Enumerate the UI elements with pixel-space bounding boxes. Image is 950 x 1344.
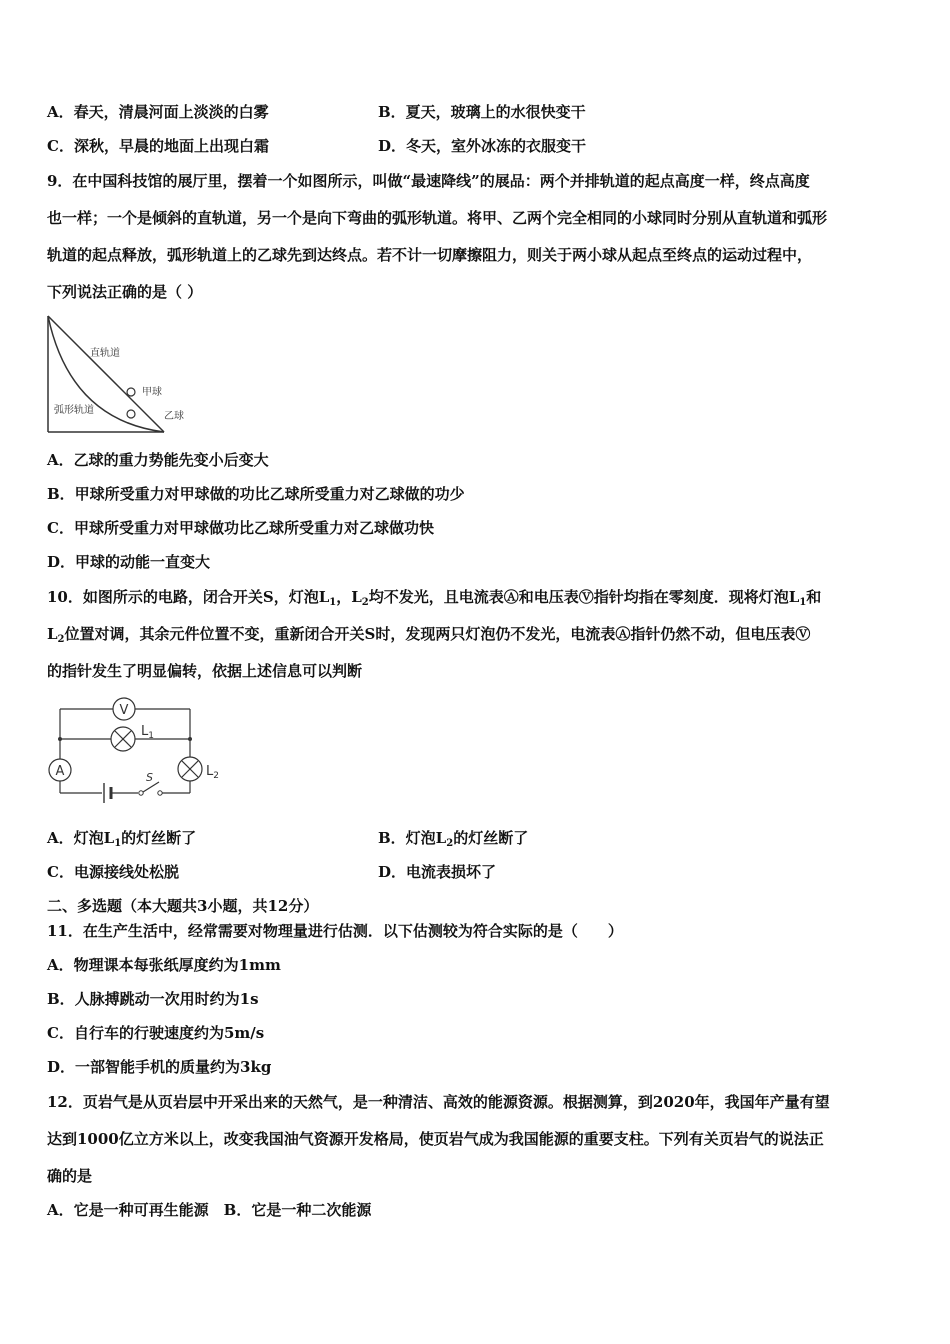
q12-stem-line-3: 确的是 bbox=[47, 1167, 93, 1185]
q10-stem-line-1: 10．如图所示的电路，闭合开关S，灯泡$L_1$，$L_2$均不发光，且电流表Ⓐ和电压表Ⓥ指针均指在零刻度．现将灯泡$L_1$和 bbox=[47, 588, 822, 608]
ammeter-label: A bbox=[55, 764, 65, 779]
q11-stem: 11．在生产生活中，经常需要对物理量进行估测．以下估测较为符合实际的是（ ） bbox=[47, 922, 623, 940]
q9-option-b: B．甲球所受重力对甲球做的功比乙球所受重力对乙球做的功少 bbox=[47, 485, 465, 503]
curved-track-label: 弧形轨道 bbox=[54, 405, 94, 416]
q10-circuit-figure bbox=[40, 695, 240, 805]
q10-stem-line-2: $L_2$位置对调，其余元件位置不变，重新闭合开关S时，发现两只灯泡仍不发光，电流表Ⓐ指针仍然不动，但电压表Ⓥ bbox=[47, 625, 811, 645]
q9-option-c: C．甲球所受重力对甲球做功比乙球所受重力对乙球做功快 bbox=[47, 519, 434, 537]
q11-option-b: B．人脉搏跳动一次用时约为1s bbox=[47, 990, 259, 1008]
q8-option-c: C．深秋，早晨的地面上出现白霜 bbox=[47, 137, 269, 155]
q9-stem-line-4: 下列说法正确的是（ ） bbox=[47, 283, 203, 301]
q11-option-c: C．自行车的行驶速度约为5m/s bbox=[47, 1024, 265, 1042]
lamp-l2-label: $L_2$ bbox=[206, 764, 219, 781]
q9-stem-line-2: 也一样；一个是倾斜的直轨道，另一个是向下弯曲的弧形轨道。将甲、乙两个完全相同的小球同时分别从直轨道和弧形 bbox=[47, 209, 828, 227]
q12-stem-line-1: 12．页岩气是从页岩层中开采出来的天然气，是一种清洁、高效的能源资源。根据测算，到2020年，我国年产量有望 bbox=[47, 1093, 830, 1111]
q12-options-line: A．它是一种可再生能源 B．它是一种二次能源 bbox=[47, 1201, 372, 1219]
ball-yi bbox=[127, 410, 135, 418]
q10-option-c: C．电源接线处松脱 bbox=[47, 863, 179, 881]
q10-option-b: B．灯泡$L_2$的灯丝断了 bbox=[378, 829, 529, 849]
straight-track-label: 直轨道 bbox=[90, 348, 120, 359]
q9-stem-line-1: 9．在中国科技馆的展厅里，摆着一个如图所示，叫做“最速降线”的展品：两个并排轨道的起点高度一样，终点高度 bbox=[47, 172, 810, 190]
q8-option-d: D．冬天，室外冰冻的衣服变干 bbox=[378, 137, 587, 155]
voltmeter-label: V bbox=[119, 703, 129, 718]
q9-option-a: A．乙球的重力势能先变小后变大 bbox=[47, 451, 269, 469]
q12-stem-line-2: 达到1000亿立方米以上，改变我国油气资源开发格局，使页岩气成为我国能源的重要支柱。下列有关页岩气的说法正 bbox=[47, 1130, 824, 1148]
section-2-heading: 二、多选题（本大题共3小题，共12分） bbox=[47, 897, 319, 915]
q8-option-b: B．夏天，玻璃上的水很快变干 bbox=[378, 103, 586, 121]
lamp-l1-label: $L_1$ bbox=[141, 724, 154, 741]
q11-option-d: D．一部智能手机的质量约为3kg bbox=[47, 1058, 272, 1076]
switch-label: S bbox=[146, 771, 153, 784]
q10-stem-line-3: 的指针发生了明显偏转，依据上述信息可以判断 bbox=[47, 662, 363, 680]
q10-option-a: A．灯泡$L_1$的灯丝断了 bbox=[47, 829, 197, 849]
q9-track-figure bbox=[40, 310, 200, 440]
q10-option-d: D．电流表损坏了 bbox=[378, 863, 497, 881]
q11-option-a: A．物理课本每张纸厚度约为1mm bbox=[47, 956, 281, 974]
ball-jia-label: 甲球 bbox=[142, 387, 162, 398]
ball-jia bbox=[127, 388, 135, 396]
ball-yi-label: 乙球 bbox=[164, 411, 184, 422]
q9-stem-line-3: 轨道的起点释放，弧形轨道上的乙球先到达终点。若不计一切摩擦阻力，则关于两小球从起点至终点的运动过程中， bbox=[47, 246, 813, 264]
q9-option-d: D．甲球的动能一直变大 bbox=[47, 553, 211, 571]
q8-option-a: A．春天，清晨河面上淡淡的白雾 bbox=[47, 103, 269, 121]
